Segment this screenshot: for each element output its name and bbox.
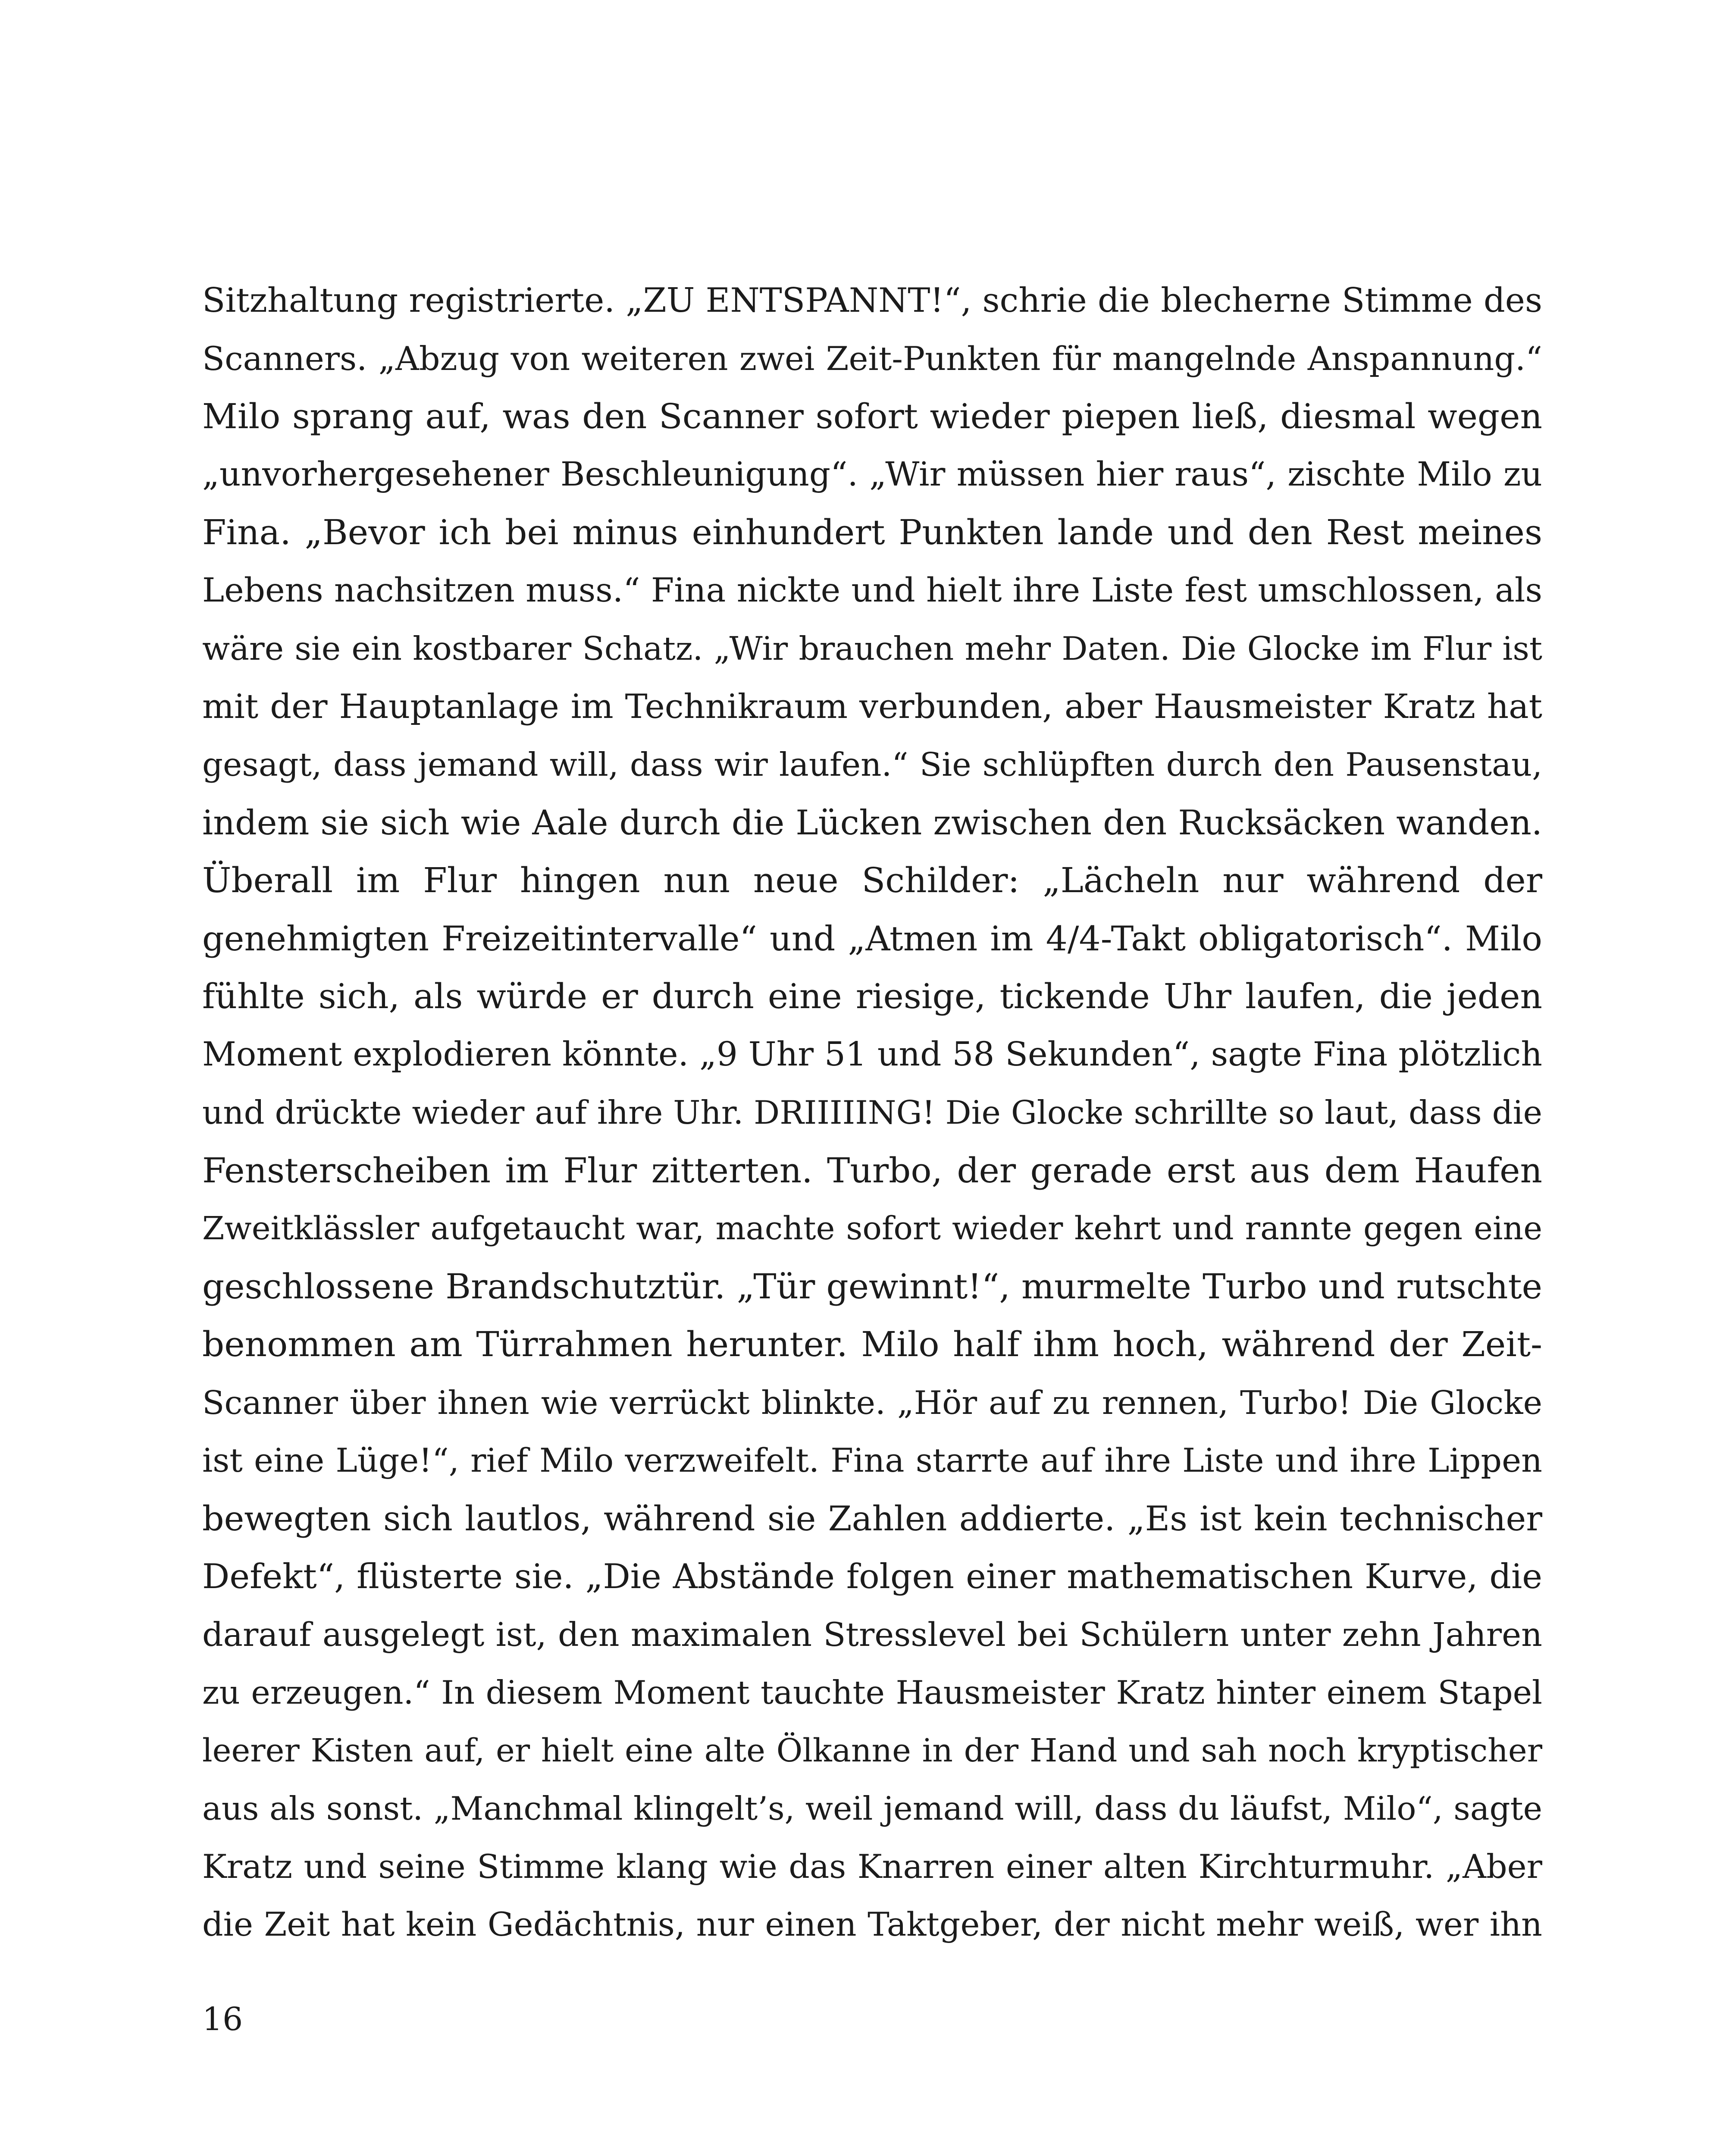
page-number: 16 — [202, 2001, 243, 2038]
body-text — [202, 272, 1542, 1954]
text-line: zu erzeugen.“ In diesem Moment tauchte Hausmeister Kratz hinter einem Stapel — [202, 1673, 1542, 1711]
text-line: Fina. „Bevor ich bei minus einhundert Punkten lande und den Rest meines — [202, 512, 1542, 552]
text-line: indem sie sich wie Aale durch die Lücken zwischen den Rucksäcken wanden. — [202, 802, 1542, 843]
text-line: Kratz und seine Stimme klang wie das Knarren einer alten Kirchturmuhr. „Aber — [202, 1847, 1542, 1886]
text-line: die Zeit hat kein Gedächtnis, nur einen Taktgeber, der nicht mehr weiß, wer ihn — [202, 1905, 1542, 1943]
text-line: leerer Kisten auf, er hielt eine alte Ölkanne in der Hand und sah noch kryptischer — [202, 1732, 1542, 1769]
text-line: Moment explodieren könnte. „9 Uhr 51 und 58 Sekunden“, sagte Fina plötzlich — [202, 1035, 1542, 1074]
text-line: fühlte sich, als würde er durch eine riesige, tickende Uhr laufen, die jeden — [202, 976, 1542, 1016]
text-line: Fensterscheiben im Flur zitterten. Turbo, der gerade erst aus dem Haufen — [202, 1150, 1542, 1191]
text-line: „unvorhergesehener Beschleunigung“. „Wir müssen hier raus“, zischte Milo zu — [202, 455, 1542, 494]
text-line: wäre sie ein kostbarer Schatz. „Wir brauchen mehr Daten. Die Glocke im Flur ist — [202, 630, 1542, 667]
text-line: benommen am Türrahmen herunter. Milo half ihm hoch, während der Zeit- — [202, 1324, 1542, 1364]
text-line: Scanners. „Abzug von weiteren zwei Zeit-Punkten für mangelnde Anspannung.“ — [202, 339, 1542, 378]
text-line: Milo sprang auf, was den Scanner sofort wieder piepen ließ, diesmal wegen — [202, 396, 1542, 436]
text-line: Defekt“, flüsterte sie. „Die Abstände folgen einer mathematischen Kurve, die — [202, 1557, 1542, 1596]
text-line: gesagt, dass jemand will, dass wir laufen.“ Sie schlüpften durch den Pausenstau, — [202, 746, 1542, 783]
text-line: ist eine Lüge!“, rief Milo verzweifelt. Fina starrte auf ihre Liste und ihre Lippen — [202, 1441, 1542, 1479]
text-line: Sitzhaltung registrierte. „ZU ENTSPANNT!“, schrie die blecherne Stimme des — [202, 281, 1542, 320]
text-line: und drückte wieder auf ihre Uhr. DRIIIIING! Die Glocke schrillte so laut, dass die — [202, 1094, 1542, 1131]
text-line: Überall im Flur hingen nun neue Schilder: „Lächeln nur während der — [202, 860, 1542, 900]
text-line: aus als sonst. „Manchmal klingelt’s, weil jemand will, dass du läufst, Milo“, sagte — [202, 1789, 1542, 1827]
text-line: Zweitklässler aufgetaucht war, machte sofort wieder kehrt und rannte gegen eine — [202, 1210, 1542, 1247]
text-line: bewegten sich lautlos, während sie Zahlen addierte. „Es ist kein technischer — [202, 1498, 1542, 1539]
text-line: darauf ausgelegt ist, den maximalen Stresslevel bei Schülern unter zehn Jahren — [202, 1615, 1542, 1654]
text-line: Lebens nachsitzen muss.“ Fina nickte und hielt ihre Liste fest umschlossen, als — [202, 571, 1542, 610]
text-line: geschlossene Brandschutztür. „Tür gewinnt!“, murmelte Turbo und rutschte — [202, 1266, 1542, 1307]
text-line: mit der Hauptanlage im Technikraum verbunden, aber Hausmeister Kratz hat — [202, 687, 1542, 726]
text-line: Scanner über ihnen wie verrückt blinkte. „Hör auf zu rennen, Turbo! Die Glocke — [202, 1383, 1542, 1422]
text-line: genehmigten Freizeitintervalle“ und „Atmen im 4/4-Takt obligatorisch“. Milo — [202, 918, 1542, 959]
